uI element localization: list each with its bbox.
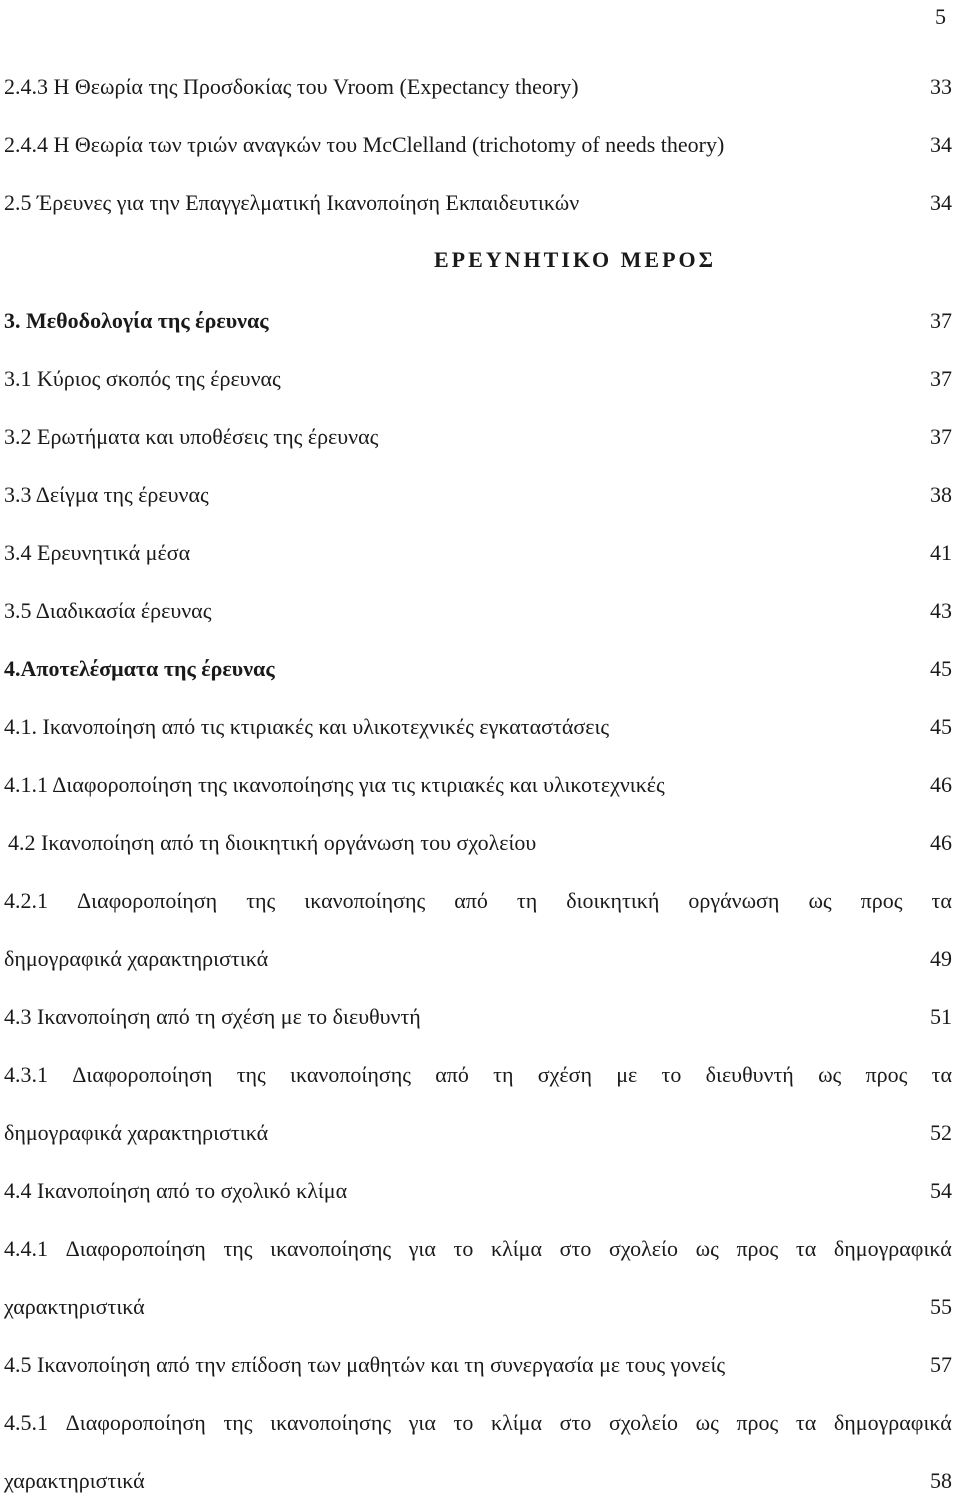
toc-word: διευθυντή — [705, 1062, 794, 1087]
toc-entry-page: 34 — [930, 190, 952, 215]
toc-entry-title: 3.4 Ερευνητικά μέσα — [4, 540, 191, 565]
toc-entry-continuation[interactable] — [4, 1292, 952, 1322]
toc-word: Διαφοροποίηση — [65, 1410, 206, 1435]
toc-entry[interactable] — [4, 306, 952, 336]
toc-entry-title: δημογραφικά χαρακτηριστικά — [4, 946, 269, 971]
toc-entry-page: 43 — [930, 598, 952, 623]
toc-word: τη — [516, 888, 538, 913]
toc-entry-page: 37 — [930, 424, 952, 449]
toc-word: τα — [931, 1062, 952, 1087]
toc-entry[interactable] — [4, 712, 952, 742]
toc-entry-title: 4.1. Ικανοποίηση από τις κτιριακές και υλικοτεχνικές εγκαταστάσεις — [4, 714, 610, 739]
toc-entry[interactable] — [4, 1002, 952, 1032]
toc-entry-title: 4.2 Ικανοποίηση από τη διοικητική οργάνωση του σχολείου — [8, 830, 537, 855]
toc-word: 4.2.1 — [4, 888, 48, 913]
toc-entry-page: 54 — [930, 1178, 952, 1203]
toc-entry-page: 58 — [930, 1468, 952, 1493]
toc-word: της — [223, 1410, 253, 1435]
toc-word: ως — [695, 1410, 719, 1435]
toc-word: ικανοποίησης — [270, 1410, 392, 1435]
toc-word: με — [616, 1062, 638, 1087]
toc-word: σχολείο — [608, 1236, 678, 1261]
toc-word: από — [454, 888, 488, 913]
toc-word: προς — [860, 888, 903, 913]
toc-entry[interactable] — [4, 422, 952, 452]
toc-entry-page: 57 — [930, 1352, 952, 1377]
toc-entry-title: 4.1.1 Διαφοροποίηση της ικανοποίησης για τις κτιριακές και υλικοτεχνικές — [4, 772, 665, 797]
toc-entry-page: 38 — [930, 482, 952, 507]
toc-word: από — [435, 1062, 469, 1087]
toc-entry-title: χαρακτηριστικά — [4, 1468, 145, 1493]
toc-entry[interactable] — [4, 72, 952, 102]
toc-word: ως — [818, 1062, 842, 1087]
toc-entry-title: 3.2 Ερωτήματα και υποθέσεις της έρευνας — [4, 424, 379, 449]
toc-word: το — [453, 1236, 474, 1261]
toc-entry[interactable] — [4, 130, 952, 160]
toc-entry-continuation[interactable] — [4, 1118, 952, 1148]
page-number: 5 — [935, 4, 946, 29]
toc-entry-title: 3.3 Δείγμα της έρευνας — [4, 482, 209, 507]
toc-entry[interactable] — [4, 538, 952, 568]
toc-entry-justified[interactable] — [4, 1408, 952, 1438]
toc-entry[interactable] — [4, 1176, 952, 1206]
toc-entry-page: 52 — [930, 1120, 952, 1145]
toc-word: ικανοποίησης — [304, 888, 426, 913]
toc-word: σχολείο — [608, 1410, 678, 1435]
toc-word: τα — [795, 1236, 817, 1261]
toc-entry-title: 3. Μεθοδολογία της έρευνας — [4, 308, 269, 333]
toc-word: διοικητική — [566, 888, 660, 913]
toc-entry-justified[interactable] — [4, 1060, 952, 1090]
toc-entry-page: 46 — [930, 830, 952, 855]
toc-entry[interactable] — [4, 596, 952, 626]
toc-entry[interactable] — [4, 654, 952, 684]
toc-entry[interactable] — [4, 188, 952, 218]
toc-word: για — [408, 1236, 436, 1261]
toc-entry[interactable] — [4, 770, 952, 800]
toc-entry-continuation[interactable] — [4, 944, 952, 974]
toc-entry-title: δημογραφικά χαρακτηριστικά — [4, 1120, 269, 1145]
toc-entry-page: 34 — [930, 132, 952, 157]
toc-entry-title: 2.5 Έρευνες για την Επαγγελματική Ικανοποίηση Εκπαιδευτικών — [4, 190, 580, 215]
toc-entry-title: 3.5 Διαδικασία έρευνας — [4, 598, 212, 623]
toc-word: σχέση — [537, 1062, 592, 1087]
toc-entry-page: 45 — [930, 656, 952, 681]
toc-word: το — [453, 1410, 474, 1435]
toc-entry-page: 37 — [930, 308, 952, 333]
toc-word: Διαφοροποίηση — [77, 888, 218, 913]
toc-entry-page: 41 — [930, 540, 952, 565]
toc-word: Διαφοροποίηση — [72, 1062, 213, 1087]
toc-entry-justified[interactable] — [4, 1234, 952, 1264]
toc-entry-title: 2.4.3 Η Θεωρία της Προσδοκίας του Vroom (Expectancy theory) — [4, 74, 579, 99]
toc-word: κλίμα — [491, 1410, 542, 1435]
toc-entry[interactable] — [4, 364, 952, 394]
toc-entry-continuation[interactable] — [4, 1466, 952, 1496]
toc-entry-page: 55 — [930, 1294, 952, 1319]
toc-word: 4.5.1 — [4, 1410, 48, 1435]
toc-word: προς — [736, 1236, 779, 1261]
toc-word: στο — [559, 1236, 592, 1261]
toc-word: τα — [931, 888, 952, 913]
toc-entry-page: 51 — [930, 1004, 952, 1029]
toc-entry-title: 4.4 Ικανοποίηση από το σχολικό κλίμα — [4, 1178, 348, 1203]
toc-entry-title: 4.3 Ικανοποίηση από τη σχέση με το διευθυντή — [4, 1004, 421, 1029]
toc-entry[interactable] — [4, 828, 952, 858]
toc-entry-page: 46 — [930, 772, 952, 797]
toc-word: κλίμα — [491, 1236, 542, 1261]
toc-entry-page: 37 — [930, 366, 952, 391]
toc-entry[interactable] — [4, 1350, 952, 1380]
toc-word: ικανοποίησης — [270, 1236, 392, 1261]
toc-word: δημογραφικά — [833, 1236, 952, 1261]
toc-entry-page: 45 — [930, 714, 952, 739]
toc-entry-justified[interactable] — [4, 886, 952, 916]
toc-word: τη — [493, 1062, 514, 1087]
toc-word: της — [236, 1062, 266, 1087]
toc-word: για — [408, 1410, 436, 1435]
toc-word: ως — [695, 1236, 719, 1261]
toc-word: δημογραφικά — [833, 1410, 952, 1435]
toc-entry-title: 4.Αποτελέσματα της έρευνας — [4, 656, 275, 681]
toc-word: στο — [559, 1410, 592, 1435]
toc-word: το — [661, 1062, 682, 1087]
toc-entry-title: χαρακτηριστικά — [4, 1294, 145, 1319]
toc-word: της — [223, 1236, 253, 1261]
toc-word: της — [246, 888, 276, 913]
toc-entry[interactable] — [4, 480, 952, 510]
toc-entry-title: 2.4.4 Η Θεωρία των τριών αναγκών του McClelland (trichotomy of needs theory) — [4, 132, 725, 157]
toc-word: προς — [736, 1410, 779, 1435]
toc-entry-title: 3.1 Κύριος σκοπός της έρευνας — [4, 366, 281, 391]
toc-word: ικανοποίησης — [290, 1062, 411, 1087]
toc-entry-title: 4.5 Ικανοποίηση από την επίδοση των μαθητών και τη συνεργασία με τους γονείς — [4, 1352, 726, 1377]
section-heading: ΕΡΕΥΝΗΤΙΚΟ ΜΕΡΟΣ — [433, 247, 717, 272]
toc-word: Διαφοροποίηση — [65, 1236, 206, 1261]
toc-word: οργάνωση — [688, 888, 780, 913]
toc-entry-page: 33 — [930, 74, 952, 99]
toc-entry-page: 49 — [930, 946, 952, 971]
toc-word: 4.3.1 — [4, 1062, 48, 1087]
toc-word: ως — [808, 888, 832, 913]
toc-word: τα — [795, 1410, 817, 1435]
toc-word: 4.4.1 — [4, 1236, 48, 1261]
toc-word: προς — [865, 1062, 908, 1087]
